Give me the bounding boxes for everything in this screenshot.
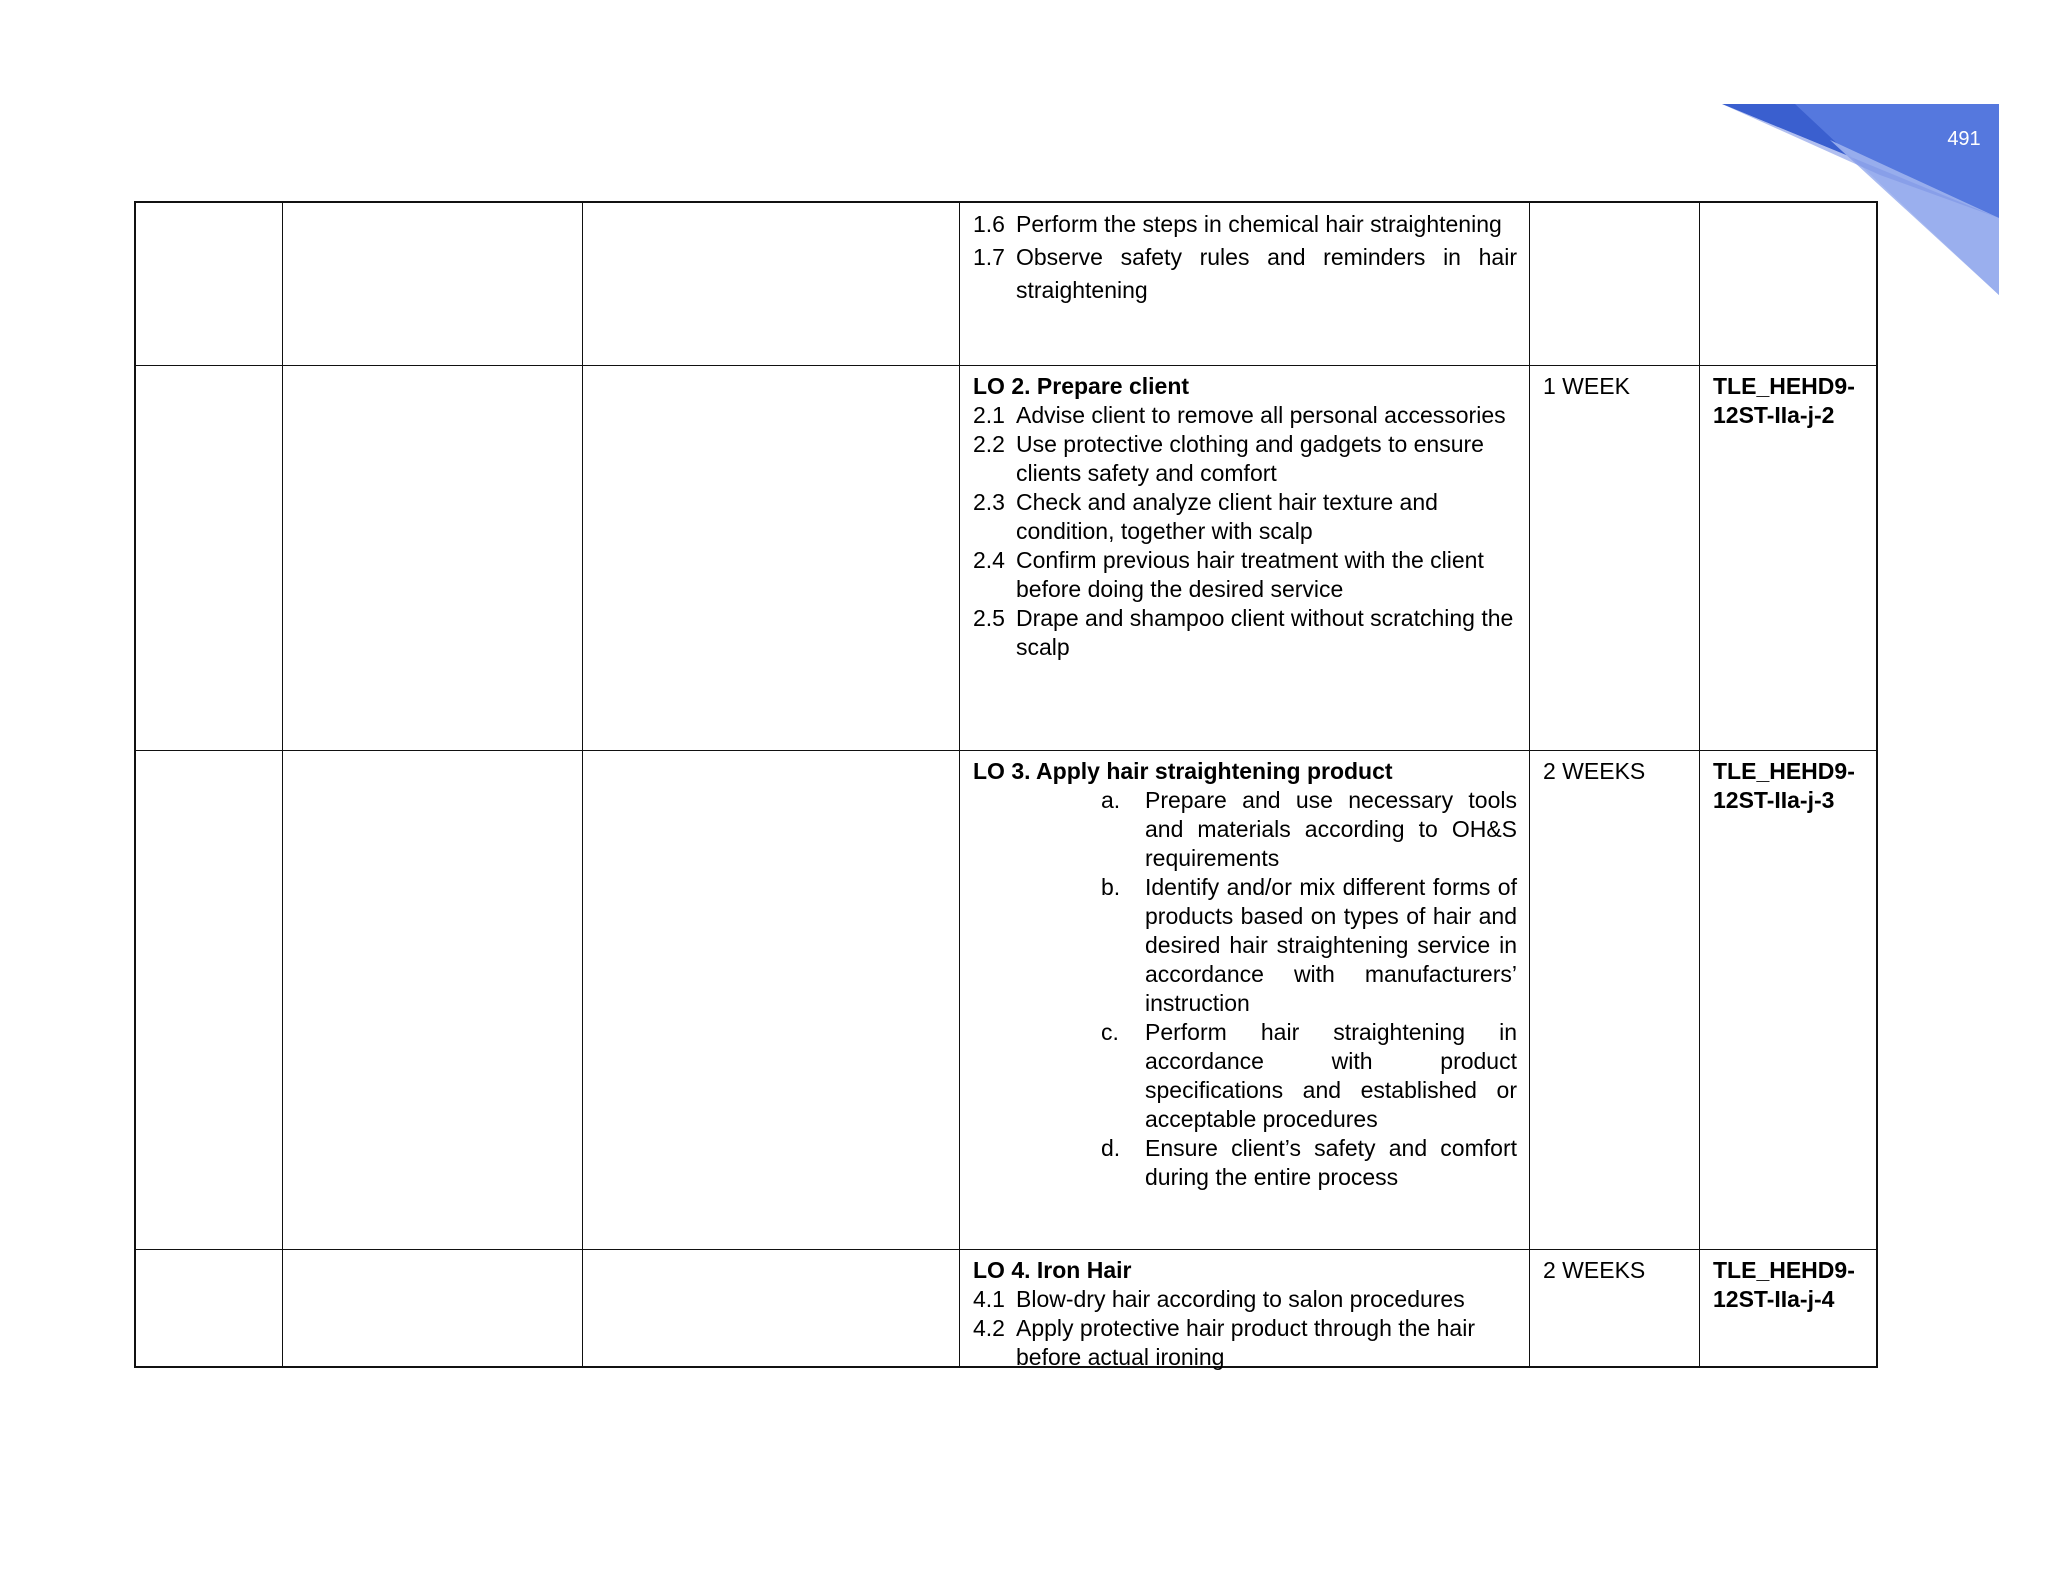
list-item [973, 241, 1517, 307]
table-row [136, 751, 1876, 1250]
item-number: 1.6 [973, 211, 1005, 237]
item-letter: d. [1101, 1135, 1121, 1161]
item-letter: c. [1101, 1019, 1119, 1045]
code-cell [1700, 751, 1880, 1249]
table-cell [583, 366, 960, 750]
lo-title: LO 3. Apply hair straightening product [973, 758, 1393, 784]
item-number: 4.1 [973, 1286, 1005, 1312]
item-text: Perform the steps in chemical hair straightening [1016, 211, 1502, 237]
item-text: Use protective clothing and gadgets to ensure clients safety and comfort [1016, 431, 1484, 486]
table-cell [283, 751, 583, 1249]
learning-outcomes-cell [960, 751, 1530, 1249]
item-text: Confirm previous hair treatment with the client before doing the desired service [1016, 547, 1484, 602]
list-item [973, 1285, 1517, 1314]
curriculum-table [134, 201, 1878, 1368]
list-item [973, 430, 1517, 488]
table-cell [583, 751, 960, 1249]
list-item [973, 208, 1517, 241]
table-cell [136, 751, 283, 1249]
item-text: Ensure client’s safety and comfort during the entire process [1145, 1135, 1517, 1190]
table-cell [583, 1250, 960, 1368]
table-cell [136, 1250, 283, 1368]
table-row [136, 366, 1876, 751]
item-number: 2.2 [973, 431, 1005, 457]
item-number: 2.5 [973, 605, 1005, 631]
learning-outcomes-cell [960, 1250, 1530, 1368]
table-cell [136, 366, 283, 750]
item-text: Blow-dry hair according to salon procedures [1016, 1286, 1465, 1312]
item-text: Observe safety rules and reminders in hair straightening [1016, 244, 1517, 303]
item-text: Drape and shampoo client without scratching the scalp [1016, 605, 1514, 660]
learning-outcomes-cell [960, 366, 1530, 750]
table-row [136, 1250, 1876, 1368]
list-item [1101, 1018, 1517, 1134]
learning-outcomes-cell [960, 203, 1530, 365]
table-cell [136, 203, 283, 365]
duration-text: 2 WEEKS [1543, 1257, 1646, 1283]
code-cell [1700, 203, 1880, 365]
list-item [973, 546, 1517, 604]
table-row [136, 203, 1876, 366]
code-cell [1700, 1250, 1880, 1368]
item-number: 4.2 [973, 1315, 1005, 1341]
item-text: Apply protective hair product through the hair before actual ironing [1016, 1315, 1475, 1370]
list-item [973, 401, 1517, 430]
code-cell [1700, 366, 1880, 750]
item-number: 2.4 [973, 547, 1005, 573]
duration-text: 2 WEEKS [1543, 758, 1646, 784]
item-letter: b. [1101, 874, 1121, 900]
competency-code: TLE_HEHD9-12ST-IIa-j-2 [1713, 373, 1855, 428]
list-item [973, 1314, 1517, 1372]
item-text: Identify and/or mix different forms of products based on types of hair and desired hair straightening service in accordance with manufacturers’ instruction [1145, 874, 1517, 1016]
lo-title: LO 2. Prepare client [973, 373, 1190, 399]
competency-code: TLE_HEHD9-12ST-IIa-j-4 [1713, 1257, 1855, 1312]
list-item [973, 604, 1517, 662]
table-cell [283, 1250, 583, 1368]
table-cell [283, 366, 583, 750]
item-text: Prepare and use necessary tools and materials according to OH&S requirements [1145, 787, 1517, 871]
page-number: 491 [1947, 128, 1981, 150]
list-item [1101, 786, 1517, 873]
item-number: 1.7 [973, 244, 1005, 270]
table-cell [583, 203, 960, 365]
competency-code: TLE_HEHD9-12ST-IIa-j-3 [1713, 758, 1855, 813]
duration-cell [1530, 203, 1700, 365]
item-number: 2.3 [973, 489, 1005, 515]
duration-cell [1530, 1250, 1700, 1368]
duration-cell [1530, 366, 1700, 750]
item-text: Advise client to remove all personal accessories [1016, 402, 1506, 428]
duration-cell [1530, 751, 1700, 1249]
duration-text: 1 WEEK [1543, 373, 1630, 399]
lo-title: LO 4. Iron Hair [973, 1257, 1132, 1283]
item-text: Perform hair straightening in accordance with product specifications and established or acceptable procedures [1145, 1019, 1517, 1132]
item-text: Check and analyze client hair texture and condition, together with scalp [1016, 489, 1438, 544]
table-cell [283, 203, 583, 365]
item-letter: a. [1101, 787, 1121, 813]
list-item [973, 488, 1517, 546]
item-number: 2.1 [973, 402, 1005, 428]
list-item [1101, 1134, 1517, 1192]
list-item [1101, 873, 1517, 1018]
